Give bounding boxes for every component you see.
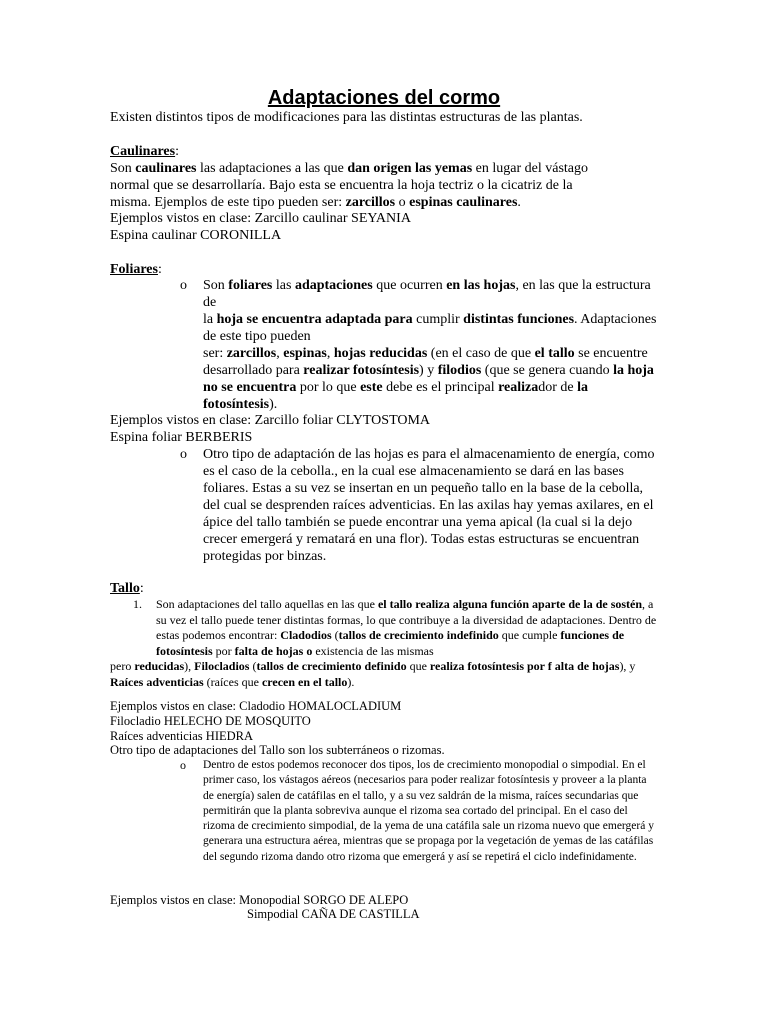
- bullet-marker: o: [180, 758, 186, 772]
- tallo-other-types: Otro tipo de adaptaciones del Tallo son los subterráneos o rizomas.: [110, 743, 445, 757]
- foliares-bullet-1: Son foliares las adaptaciones que ocurren en las hojas, en las que la estructura de la hoja se encuentra adaptada para cumplir distintas funciones. Adaptaciones de este tipo pueden ser: zarcillos, espinas, hojas reducidas (en el caso de que el tallo se encuentre desarrollado para realizar fotosíntesis) y filodios (que se genera cuando la hoja no se encuentra por lo que este debe es el principal realizador de la fotosíntesis).: [203, 278, 657, 412]
- tallo-example-1: Ejemplos vistos en clase: Cladodio HOMALOCLADIUM: [110, 699, 402, 713]
- tallo-example-3: Raíces adventicias HIEDRA: [110, 729, 254, 743]
- section-heading-foliares: Foliares:: [110, 262, 162, 277]
- caulinares-example-1: Ejemplos vistos en clase: Zarcillo caulinar SEYANIA: [110, 211, 411, 226]
- tallo-example-5: Simpodial CAÑA DE CASTILLA: [247, 907, 420, 921]
- foliares-example-1: Ejemplos vistos en clase: Zarcillo foliar CLYTOSTOMA: [110, 413, 431, 428]
- bullet-marker: o: [180, 447, 187, 462]
- tallo-example-2: Filocladio HELECHO DE MOSQUITO: [110, 714, 311, 728]
- tallo-item-1: Son adaptaciones del tallo aquellas en las que el tallo realiza alguna función aparte de la de sostén, a su vez el tallo puede tener distintas formas, lo que contribuye a la diversidad de adaptaciones. Dentro de estas podemos encontrar: Cladodios (tallos de crecimiento indefinido que cumple funciones de fotosíntesis por falta de hojas o existencia de las mismas pero reducidas), Filocladios (tallos de crecimiento definido que realiza fotosíntesis por f alta de hojas), y Raíces adventicias (raíces que crecen en el tallo).: [110, 597, 657, 689]
- foliares-bullet-2: Otro tipo de adaptación de las hojas es para el almacenamiento de energía, como es el caso de la cebolla., en la cual ese almacenamiento se dará en las bases foliares. Estas a su vez se insertan en un pequeño tallo en la base de la cebolla, del cual se desprenden raíces adventicias. En las axilas hay yemas axilares, en el ápice del tallo también se puede encontrar una yema apical (la cual si la dejo crecer emergerá y rematará en una flor). Todas estas estructuras se encuentran protegidas por binzas.: [203, 447, 655, 564]
- section-heading-caulinares: Caulinares:: [110, 144, 179, 159]
- caulinares-example-2: Espina caulinar CORONILLA: [110, 228, 282, 243]
- intro-paragraph: Existen distintos tipos de modificaciones para las distintas estructuras de las plantas.: [110, 110, 583, 125]
- caulinares-line-2: normal que se desarrollaría. Bajo esta se encuentra la hoja tectriz o la cicatriz de la: [110, 178, 573, 193]
- numbered-item-label: 1.: [133, 597, 142, 611]
- caulinares-line-1: Son caulinares las adaptaciones a las que dan origen las yemas en lugar del vástago: [110, 161, 589, 176]
- bullet-marker: o: [180, 278, 187, 293]
- page-title: Adaptaciones del cormo: [267, 87, 501, 109]
- tallo-example-4: Ejemplos vistos en clase: Monopodial SORGO DE ALEPO: [110, 893, 409, 907]
- tallo-bullet-rizomas: Dentro de estos podemos reconocer dos tipos, los de crecimiento monopodial o simpodial. En el primer caso, los vástagos aéreos (necesarios para poder realizar fotosíntesis y proveer a la planta de energía) salen de catáfilas en el tallo, y a su vez saldrán de la misma, raíces secundarias que permitirán que la planta sobreviva aunque el rizoma sea cortado del principal. En el caso del rizoma de crecimiento simpodial, de la yema de una catáfila sale un rizoma nuevo que emergerá y generara una estructura aérea, mientras que se propaga por la vegetación de yemas de las catáfilas del segundo rizoma dando otro rizoma que emergerá y así se repetirá el ciclo indefinidamente.: [203, 759, 654, 863]
- caulinares-line-3: misma. Ejemplos de este tipo pueden ser: zarcillos o espinas caulinares.: [110, 195, 521, 210]
- foliares-example-2: Espina foliar BERBERIS: [110, 430, 253, 445]
- section-heading-tallo: Tallo:: [110, 581, 144, 596]
